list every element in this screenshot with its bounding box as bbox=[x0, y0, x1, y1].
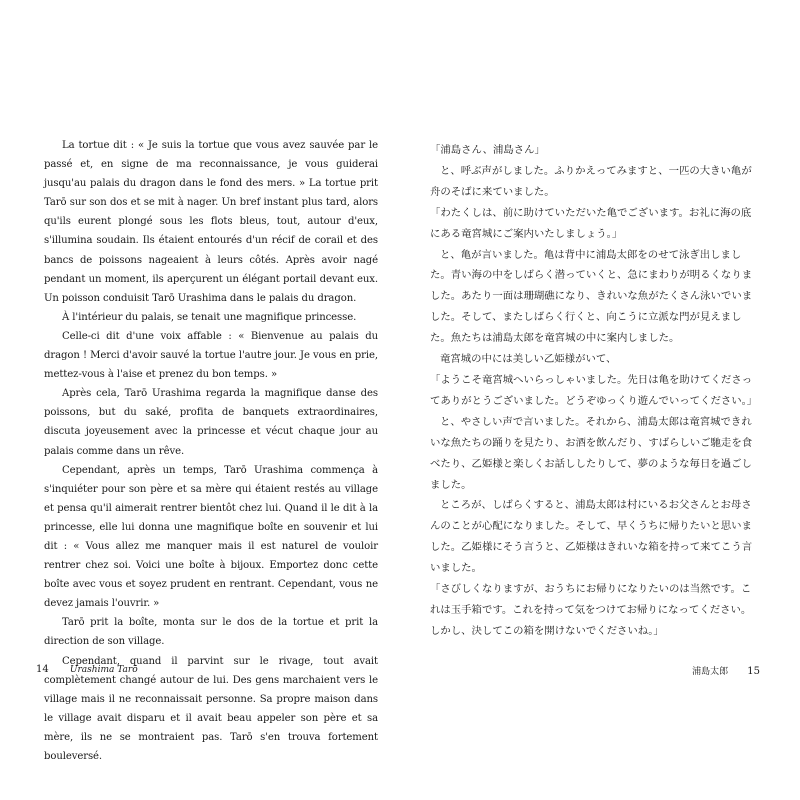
paragraph: 「さびしくなりますが、おうちにお帰りになりたいのは当然です。これは玉手箱です。これを持って気をつけてお帰りになってください。しかし、決してこの箱を開けないでくださいね。」 bbox=[430, 583, 752, 637]
right-footer bbox=[692, 664, 760, 677]
paragraph: 「浦島さん、浦島さん」 bbox=[430, 144, 545, 156]
running-title: 浦島太郎 bbox=[692, 667, 729, 677]
paragraph: Tarō prit la boîte, monta sur le dos de la tortue et prit la direction de son village. bbox=[44, 617, 378, 648]
page-number: 14 bbox=[36, 664, 49, 675]
japanese-text-block bbox=[430, 140, 760, 642]
paragraph: Après cela, Tarō Urashima regarda la magnifique danse des poissons, but du saké, profita de banquets extraordinaires, discuta joyeusement avec la princesse et vécut chaque jour au palais comme dans un rêve. bbox=[44, 388, 378, 457]
paragraph: と、亀が言いました。亀は背中に浦島太郎をのせて泳ぎ出しました。青い海の中をしばらく潜っていくと、急にまわりが明るくなりました。あたり一面は珊瑚礁になり、きれいな魚がたくさん泳いでいました。そして、またしばらく行くと、向こうに立派な門が見えました。魚たちは浦島太郎を竜宮城の中に案内しました。 bbox=[430, 248, 753, 345]
page-number: 15 bbox=[747, 666, 760, 677]
paragraph: ところが、しばらくすると、浦島太郎は村にいるお父さんとお母さんのことが心配になりました。そして、早くうちに帰りたいと思いました。乙姫様にそう言うと、乙姫様はきれいな箱を持って来てこう言いました。 bbox=[430, 499, 753, 575]
running-title: Urashima Tarō bbox=[69, 665, 138, 675]
paragraph: Cependant, quand il parvint sur le rivage, tout avait complètement changé autour de lui. Des gens marchaient vers le village mais il ne reconnaissait personne. Sa propre maison dans le village avait disparu et il avait beau appeler son père et sa mère, ils ne se montraient pas. Tarō s'en trouva fortement bouleversé. bbox=[44, 655, 378, 762]
paragraph: 「わたくしは、前に助けていただいた亀でございます。お礼に海の底にある竜宮城にご案内いたしましょう。」 bbox=[430, 206, 752, 240]
paragraph: Cependant, après un temps, Tarō Urashima commença à s'inquiéter pour son père et sa mère qui étaient restés au village et pensa qu'il aimerait rentrer bientôt chez lui. Quand il le dit à la princesse, elle lui donna une magnifique boîte en souvenir et lui dit : « Vous allez me manquer mais il est naturel de vouloir rentrer chez soi. Voici une boîte à bijoux. Emportez donc cette boîte avec vous et soyez prudent en rentrant. Cependant, vous ne devez jamais l'ouvrir. » bbox=[44, 464, 378, 610]
paragraph: 「ようこそ竜宮城へいらっしゃいました。先日は亀を助けてくださってありがとうございました。どうぞゆっくり遊んでいってください。」 bbox=[430, 373, 758, 407]
paragraph: Celle-ci dit d'une voix affable : « Bienvenue au palais du dragon ! Merci d'avoir sauvé la tortue l'autre jour. Je vous en prie, mettez-vous à l'aise et prenez du bon temps. » bbox=[44, 330, 378, 381]
paragraph: と、やさしい声で言いました。それから、浦島太郎は竜宮城できれいな魚たちの踊りを見たり、お酒を飲んだり、すばらしいご馳走を食べたり、乙姫様と楽しくお話ししたりして、夢のような毎日を過ごしました。 bbox=[430, 415, 753, 491]
paragraph: La tortue dit : « Je suis la tortue que vous avez sauvée par le passé et, en signe de ma reconnaissance, je vous guiderai jusqu'au palais du dragon dans le fond des mers. » La tortue prit Tarō sur son dos et se mit à nager. Un bref instant plus tard, alors qu'ils eurent plongé sous les flots bleus, tout, autour d'eux, s'illumina soudain. Ils étaient entourés d'un récif de corail et des bancs de poissons nageaient à leurs côtés. Après avoir nagé pendant un moment, ils aperçurent un élégant portail devant eux. Un poisson conduisit Tarō Urashima dans le palais du dragon. bbox=[44, 140, 378, 304]
paragraph: 竜宮城の中には美しい乙姫様がいて、 bbox=[440, 353, 617, 366]
paragraph: と、呼ぶ声がしました。ふりかえってみますと、一匹の大きい亀が舟のそばに来ていました。 bbox=[430, 164, 752, 198]
paragraph: À l'intérieur du palais, se tenait une magnifique princesse. bbox=[62, 311, 357, 323]
left-footer bbox=[36, 664, 138, 675]
